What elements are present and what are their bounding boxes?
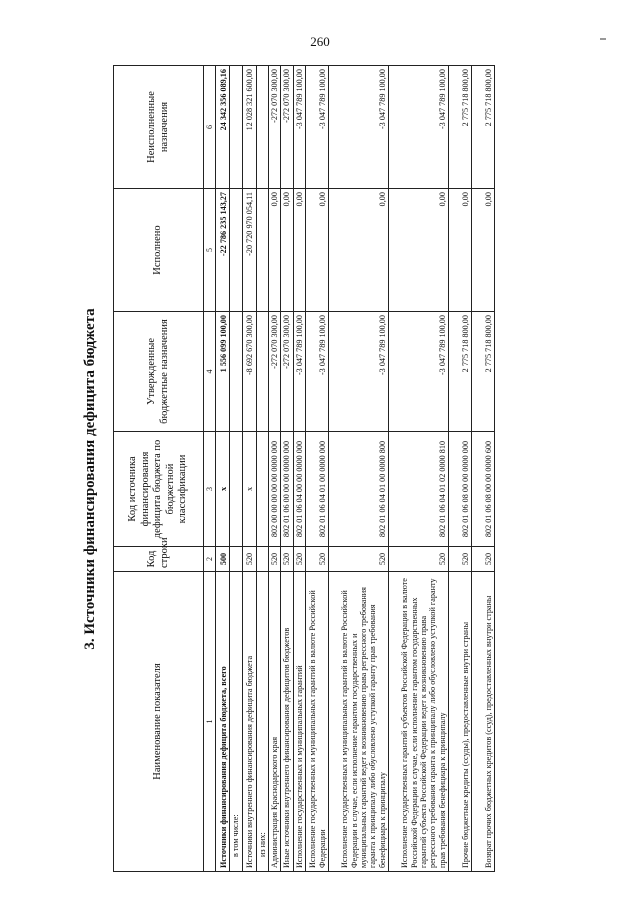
scan-artifact [600, 38, 606, 40]
row-approved: 2 775 718 800,00 [472, 312, 495, 432]
row-line-code [256, 547, 268, 572]
row-source-code: 802 00 00 00 00 00 0000 000 [269, 432, 281, 547]
section-title: 3. Источники финансирования дефицита бюджета [82, 308, 98, 650]
row-source-code: 802 01 06 08 00 00 0000 000 [449, 432, 472, 547]
row-approved: -8 692 670 300,00 [242, 312, 256, 432]
title-strip [70, 95, 110, 863]
row-source-code: 802 01 06 04 01 00 0000 800 [329, 432, 389, 547]
row-unexecuted: -3 047 789 100,00 [329, 66, 389, 189]
column-number: 2 [204, 547, 216, 572]
row-executed [230, 189, 242, 312]
row-name: Исполнение государственных и муниципальных гарантий в валюте Российской Федерации [306, 572, 329, 872]
row-source-code: 802 01 06 08 00 00 0000 600 [472, 432, 495, 547]
row-executed: 0,00 [293, 189, 305, 312]
column-number: 1 [204, 572, 216, 872]
row-executed: -22 786 235 143,27 [216, 189, 230, 312]
row-approved [230, 312, 242, 432]
row-approved: -3 047 789 100,00 [329, 312, 389, 432]
row-executed [256, 189, 268, 312]
row-name: Администрация Краснодарского края [269, 572, 281, 872]
table-row [269, 66, 281, 872]
row-approved: -3 047 789 100,00 [293, 312, 305, 432]
row-approved: 2 775 718 800,00 [449, 312, 472, 432]
column-number: 4 [204, 312, 216, 432]
row-source-code: 802 01 06 04 01 02 0000 810 [389, 432, 449, 547]
table-row [216, 66, 230, 872]
row-line-code: 520 [281, 547, 293, 572]
row-line-code: 520 [472, 547, 495, 572]
header-name: Наименование показателя [114, 572, 204, 872]
column-number-row [204, 66, 216, 872]
row-executed: 0,00 [281, 189, 293, 312]
table-row [389, 66, 449, 872]
row-source-code: 802 01 06 04 01 00 0000 000 [306, 432, 329, 547]
row-unexecuted [230, 66, 242, 189]
row-line-code: 520 [449, 547, 472, 572]
header-line-code: Код строки [114, 547, 204, 572]
table-row [256, 66, 268, 872]
row-executed: 0,00 [472, 189, 495, 312]
column-number: 6 [204, 66, 216, 189]
row-unexecuted: 2 775 718 800,00 [449, 66, 472, 189]
row-unexecuted: 12 028 321 600,00 [242, 66, 256, 189]
row-line-code: 500 [216, 547, 230, 572]
row-source-code: x [242, 432, 256, 547]
row-source-code: 802 01 06 00 00 00 0000 000 [281, 432, 293, 547]
row-executed: 0,00 [389, 189, 449, 312]
rotated-table-frame [113, 66, 577, 872]
row-executed: 0,00 [306, 189, 329, 312]
table-row [472, 66, 495, 872]
table-row [306, 66, 329, 872]
row-source-code [256, 432, 268, 547]
row-name: Источники финансирования дефицита бюджета, всего [216, 572, 230, 872]
row-unexecuted: -3 047 789 100,00 [293, 66, 305, 189]
row-name: из них: [256, 572, 268, 872]
row-approved: -3 047 789 100,00 [389, 312, 449, 432]
column-number: 3 [204, 432, 216, 547]
row-approved: 1 556 099 100,00 [216, 312, 230, 432]
header-executed: Исполнено [114, 189, 204, 312]
row-unexecuted: -3 047 789 100,00 [389, 66, 449, 189]
header-source-code: Код источника финансирования дефицита бюджета по бюджетной классификации [114, 432, 204, 547]
row-line-code: 520 [306, 547, 329, 572]
row-name: Иные источники внутреннего финансирования дефицитов бюджетов [281, 572, 293, 872]
row-executed: -20 720 970 054,11 [242, 189, 256, 312]
row-approved: -3 047 789 100,00 [306, 312, 329, 432]
row-name: Источники внутреннего финансирования дефицита бюджета [242, 572, 256, 872]
row-executed: 0,00 [329, 189, 389, 312]
header-row [114, 66, 204, 872]
row-line-code: 520 [269, 547, 281, 572]
table-row [329, 66, 389, 872]
table-row [230, 66, 242, 872]
row-executed: 0,00 [269, 189, 281, 312]
row-unexecuted: -272 070 300,00 [269, 66, 281, 189]
row-line-code [230, 547, 242, 572]
row-executed: 0,00 [449, 189, 472, 312]
row-approved: -272 070 300,00 [281, 312, 293, 432]
row-line-code: 520 [293, 547, 305, 572]
table-body [216, 66, 495, 872]
deficit-sources-table [113, 65, 495, 872]
row-unexecuted: 24 342 356 089,16 [216, 66, 230, 189]
row-name: Прочие бюджетные кредиты (ссуды), предоставленные внутри страны [449, 572, 472, 872]
row-unexecuted: -272 070 300,00 [281, 66, 293, 189]
row-unexecuted: -3 047 789 100,00 [306, 66, 329, 189]
row-approved: -272 070 300,00 [269, 312, 281, 432]
row-name: Возврат прочих бюджетных кредитов (ссуд), предоставленных внутри страны [472, 572, 495, 872]
table-container [113, 66, 577, 872]
row-line-code: 520 [329, 547, 389, 572]
row-unexecuted: 2 775 718 800,00 [472, 66, 495, 189]
row-unexecuted [256, 66, 268, 189]
row-line-code: 520 [242, 547, 256, 572]
row-name: Исполнение государственных гарантий субъектов Российской Федерации в валюте Российской Федерации в случае, если исполнение гарантом государственных гарантий субъекта Российской Федерации ведет к возникновению права регрессного требования гаранта к принципалу либо обусловлено уступкой гаранту прав требования бенефициара к принципалу [389, 572, 449, 872]
row-line-code: 520 [389, 547, 449, 572]
page-number: 260 [310, 34, 330, 49]
table-row [293, 66, 305, 872]
row-name: Исполнение государственных и муниципальных гарантий [293, 572, 305, 872]
column-number: 5 [204, 189, 216, 312]
row-source-code [230, 432, 242, 547]
row-name: в том числе: [230, 572, 242, 872]
header-unexecuted: Неисполненные назначения [114, 66, 204, 189]
header-approved: Утвержденные бюджетные назначения [114, 312, 204, 432]
row-approved [256, 312, 268, 432]
table-row [281, 66, 293, 872]
row-name: Исполнение государственных и муниципальных гарантий в валюте Российской Федерации в случае, если исполнение гарантом государственных и муниципальных гарантий ведет к возникновению права регрессного требования гаранта к принципалу либо обусловлено уступкой гаранту прав требования бенефициара к принципалу [329, 572, 389, 872]
row-source-code: x [216, 432, 230, 547]
row-source-code: 802 01 06 04 00 00 0000 000 [293, 432, 305, 547]
table-row [449, 66, 472, 872]
table-row [242, 66, 256, 872]
